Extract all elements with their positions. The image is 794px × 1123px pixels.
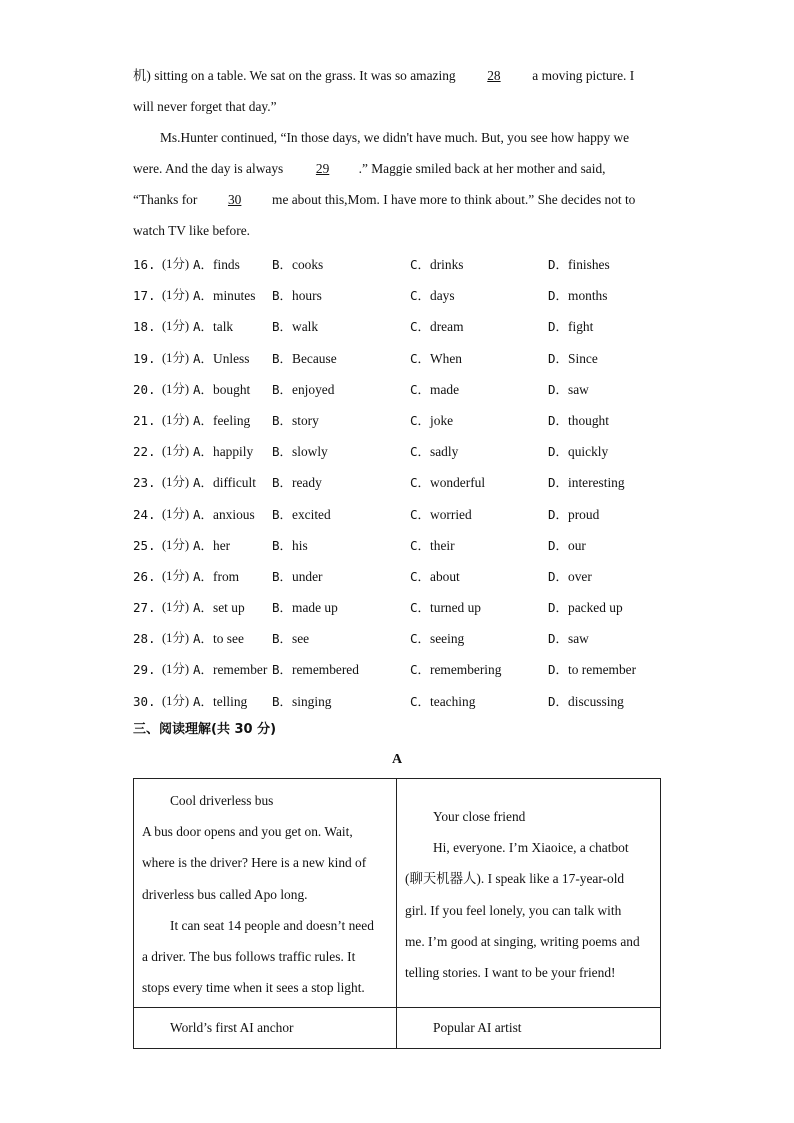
option-label: A． [193, 568, 214, 584]
option-b [272, 280, 322, 311]
option-text: days [430, 288, 455, 304]
box-ai-artist [397, 1008, 661, 1049]
option-text: proud [568, 506, 600, 522]
option-label: C． [410, 475, 431, 491]
option-label: A． [193, 288, 214, 304]
option-d [548, 623, 589, 654]
option-text: turned up [430, 600, 481, 616]
option-label: A． [193, 412, 214, 428]
option-text: worried [430, 506, 472, 522]
question-number: 28. [133, 631, 156, 647]
option-c [410, 561, 460, 592]
option-text: our [568, 537, 586, 553]
question-row [133, 592, 693, 623]
option-label: C． [410, 319, 431, 335]
option-text: his [292, 537, 308, 553]
question-score: (1分) [162, 568, 190, 583]
question-row [133, 311, 693, 342]
question-score: (1分) [162, 381, 190, 396]
question-number: 27. [133, 600, 156, 616]
question-row [133, 343, 693, 374]
option-text: wonderful [430, 475, 486, 491]
option-text: feeling [213, 412, 251, 428]
option-text: minutes [213, 288, 256, 304]
question-score: (1分) [162, 631, 190, 646]
option-label: D． [548, 631, 569, 647]
option-text: When [430, 350, 463, 366]
option-text: made [430, 381, 460, 397]
option-label: A． [193, 381, 214, 397]
option-text: Unless [213, 350, 250, 366]
option-b [272, 311, 318, 342]
option-label: C． [410, 693, 431, 709]
blank-29: 29 [315, 161, 330, 176]
option-text: months [568, 288, 608, 304]
blank-30: 30 [227, 192, 242, 207]
option-text: happily [213, 444, 254, 460]
question-number: 30. [133, 693, 156, 709]
question-row [133, 467, 693, 498]
box-title: Popular AI artist [433, 1020, 522, 1036]
section-title: 三、阅读理解(共 30 分) [133, 722, 277, 737]
option-label: C． [410, 412, 431, 428]
blank-28: 28 [487, 68, 501, 83]
option-c [410, 686, 475, 717]
option-label: B． [272, 506, 293, 522]
option-d [548, 499, 599, 530]
option-label: C． [410, 537, 431, 553]
option-d [548, 561, 592, 592]
option-label: B． [272, 444, 293, 460]
box-title: Your close friend [433, 809, 526, 824]
question-row [133, 530, 693, 561]
option-a [193, 343, 249, 374]
option-text: drinks [430, 257, 464, 272]
option-label: B． [272, 693, 293, 709]
option-text: packed up [568, 600, 623, 616]
question-row [133, 499, 693, 530]
option-label: B． [272, 662, 293, 678]
question-number: 16. [133, 257, 156, 272]
option-d [548, 343, 598, 374]
option-c [410, 405, 453, 436]
option-text: singing [292, 693, 332, 709]
option-b [272, 343, 337, 374]
option-label: D． [548, 381, 569, 397]
option-label: A． [193, 631, 214, 647]
option-label: D． [548, 350, 569, 366]
question-row [133, 623, 693, 654]
option-text: saw [568, 631, 589, 647]
option-label: B． [272, 631, 293, 647]
option-d [548, 374, 589, 405]
option-text: see [292, 631, 310, 647]
option-text: joke [430, 412, 454, 428]
option-c [410, 499, 472, 530]
option-b [272, 374, 334, 405]
option-text: finishes [568, 257, 610, 272]
option-label: B． [272, 350, 293, 366]
option-c [410, 343, 462, 374]
question-score: (1分) [162, 506, 190, 521]
option-label: A． [193, 257, 214, 272]
option-c [410, 623, 464, 654]
option-text: quickly [568, 444, 609, 460]
option-label: B． [272, 475, 293, 491]
question-number: 24. [133, 506, 156, 522]
story-line: “Thanks for 30 me about this,Mom. I have more to think about.” She decides not to [133, 184, 663, 215]
passage-table [133, 778, 661, 1049]
option-label: A． [193, 662, 214, 678]
question-number: 26. [133, 568, 156, 584]
option-label: A． [193, 444, 214, 460]
question-score: (1分) [162, 288, 190, 303]
option-text: over [568, 568, 592, 584]
option-c [410, 280, 455, 311]
option-c [410, 249, 464, 280]
option-label: D． [548, 662, 569, 678]
option-text: interesting [568, 475, 625, 491]
option-label: A． [193, 350, 214, 366]
option-a [193, 623, 244, 654]
option-text: made up [292, 600, 338, 616]
question-score: (1分) [162, 475, 190, 490]
option-label: B． [272, 600, 293, 616]
option-b [272, 561, 323, 592]
box-title: Cool driverless bus [170, 793, 274, 808]
option-a [193, 311, 233, 342]
option-label: A． [193, 319, 214, 335]
option-b [272, 623, 309, 654]
option-c [410, 374, 459, 405]
option-d [548, 686, 624, 717]
option-label: C． [410, 631, 431, 647]
option-c [410, 592, 481, 623]
option-text: from [213, 568, 240, 584]
option-a [193, 374, 250, 405]
option-label: B． [272, 381, 293, 397]
option-text: enjoyed [292, 381, 335, 397]
option-label: C． [410, 568, 431, 584]
option-b [272, 530, 308, 561]
option-label: D． [548, 444, 569, 460]
question-number: 23. [133, 475, 156, 491]
option-b [272, 405, 319, 436]
option-text: Because [292, 350, 337, 366]
option-a [193, 654, 267, 685]
question-row [133, 405, 693, 436]
option-d [548, 530, 586, 561]
box-line: where is the driver? Here is a new kind of [142, 855, 367, 871]
option-label: B． [272, 257, 293, 272]
option-label: A． [193, 475, 214, 491]
question-number: 25. [133, 537, 156, 553]
option-c [410, 467, 485, 498]
box-line: a driver. The bus follows traffic rules. It [142, 949, 356, 965]
option-b [272, 467, 322, 498]
question-row [133, 280, 693, 311]
box-title: World’s first AI anchor [170, 1020, 294, 1036]
option-text: telling [213, 693, 248, 709]
option-d [548, 311, 593, 342]
option-label: D． [548, 537, 569, 553]
option-text: difficult [213, 475, 256, 491]
story-line: 机) sitting on a table. We sat on the grass. It was so amazing 28 a moving picture. I [133, 60, 663, 91]
option-label: B． [272, 412, 293, 428]
question-number: 22. [133, 444, 156, 460]
option-text: excited [292, 506, 331, 522]
option-text: her [213, 537, 231, 553]
option-c [410, 530, 455, 561]
option-a [193, 405, 250, 436]
question-number: 21. [133, 412, 156, 428]
option-label: C． [410, 444, 431, 460]
option-a [193, 499, 255, 530]
option-text: remembering [430, 662, 502, 678]
option-label: D． [548, 506, 569, 522]
question-row [133, 374, 693, 405]
box-line: girl. If you feel lonely, you can talk with [405, 902, 622, 918]
option-b [272, 249, 323, 280]
option-b [272, 592, 338, 623]
option-a [193, 436, 253, 467]
option-label: C． [410, 600, 431, 616]
question-score: (1分) [162, 444, 190, 459]
option-text: talk [213, 319, 234, 335]
option-d [548, 467, 625, 498]
option-text: ready [292, 475, 322, 491]
question-score: (1分) [162, 600, 190, 615]
option-b [272, 436, 328, 467]
option-label: C． [410, 350, 431, 366]
question-score: (1分) [162, 662, 190, 677]
option-label: A． [193, 506, 214, 522]
question-number: 20. [133, 381, 156, 397]
option-text: saw [568, 381, 589, 397]
option-label: C． [410, 381, 431, 397]
question-number: 19. [133, 350, 156, 366]
option-label: D． [548, 568, 569, 584]
option-text: story [292, 412, 319, 428]
option-label: B． [272, 319, 293, 335]
option-label: A． [193, 600, 214, 616]
option-text: remembered [292, 662, 359, 678]
story-line: Ms.Hunter continued, “In those days, we didn't have much. But, you see how happy we [160, 130, 630, 145]
box-line: It can seat 14 people and doesn’t need [170, 917, 374, 933]
question-number: 29. [133, 662, 156, 678]
option-text: teaching [430, 693, 476, 709]
question-row [133, 249, 693, 280]
question-score: (1分) [162, 257, 190, 271]
box-ai-anchor [134, 1008, 397, 1049]
option-d [548, 405, 609, 436]
option-label: A． [193, 537, 214, 553]
option-text: dream [430, 319, 464, 335]
question-number: 18. [133, 319, 156, 335]
option-text: about [430, 568, 460, 584]
question-row [133, 686, 693, 717]
option-d [548, 280, 607, 311]
option-text: thought [568, 412, 609, 428]
option-c [410, 436, 458, 467]
option-text: sadly [430, 444, 459, 460]
box-close-friend [397, 779, 661, 1008]
option-text: discussing [568, 693, 624, 709]
story-text [133, 60, 663, 246]
question-row [133, 436, 693, 467]
option-a [193, 561, 239, 592]
option-label: C． [410, 288, 431, 304]
option-d [548, 436, 608, 467]
option-text: under [292, 568, 323, 584]
option-label: D． [548, 693, 569, 709]
option-text: their [430, 537, 455, 553]
box-driverless-bus [134, 779, 397, 1008]
option-text: anxious [213, 506, 255, 522]
option-text: fight [568, 319, 594, 335]
option-text: bought [213, 381, 251, 397]
box-line: driverless bus called Apo long. [142, 886, 308, 902]
question-score: (1分) [162, 350, 190, 365]
box-line: Hi, everyone. I’m Xiaoice, a chatbot [433, 840, 629, 856]
option-label: D． [548, 600, 569, 616]
question-score: (1分) [162, 537, 190, 552]
story-line: were. And the day is always 29 .” Maggie smiled back at her mother and said, [133, 153, 663, 184]
option-text: finds [213, 257, 240, 272]
option-d [548, 654, 636, 685]
option-text: hours [292, 288, 322, 304]
option-text: to remember [568, 662, 637, 678]
option-a [193, 467, 256, 498]
option-c [410, 654, 501, 685]
option-label: D． [548, 475, 569, 491]
question-score: (1分) [162, 412, 190, 427]
story-line: will never forget that day.” [133, 99, 277, 114]
question-number: 17. [133, 288, 156, 304]
option-text: walk [292, 319, 319, 335]
question-list [133, 249, 693, 717]
option-a [193, 249, 240, 280]
option-label: B． [272, 568, 293, 584]
option-label: C． [410, 506, 431, 522]
option-a [193, 280, 255, 311]
option-a [193, 686, 247, 717]
option-label: D． [548, 288, 569, 304]
option-text: cooks [292, 257, 324, 272]
option-label: C． [410, 662, 431, 678]
option-text: slowly [292, 444, 328, 460]
story-line: watch TV like before. [133, 223, 251, 238]
option-d [548, 249, 610, 280]
box-line: stops every time when it sees a stop light. [142, 980, 365, 996]
question-score: (1分) [162, 693, 190, 708]
option-label: D． [548, 257, 569, 272]
box-line: A bus door opens and you get on. Wait, [142, 824, 353, 840]
box-line: telling stories. I want to be your friend! [405, 965, 616, 981]
option-d [548, 592, 623, 623]
option-b [272, 499, 331, 530]
option-text: Since [568, 350, 598, 366]
option-label: D． [548, 319, 569, 335]
option-text: to see [213, 631, 244, 647]
option-text: seeing [430, 631, 465, 647]
box-line: me. I’m good at singing, writing poems and [405, 933, 640, 949]
option-b [272, 686, 331, 717]
option-a [193, 530, 230, 561]
option-label: C． [410, 257, 431, 272]
option-label: B． [272, 537, 293, 553]
option-label: D． [548, 412, 569, 428]
option-label: A． [193, 693, 214, 709]
box-line: (聊天机器人). I speak like a 17-year-old [405, 871, 625, 887]
question-row [133, 654, 693, 685]
passage-title: A [391, 752, 403, 767]
option-text: set up [213, 600, 245, 616]
option-label: B． [272, 288, 293, 304]
option-a [193, 592, 245, 623]
option-c [410, 311, 464, 342]
option-text: remember [213, 662, 268, 678]
option-b [272, 654, 359, 685]
question-row [133, 561, 693, 592]
question-score: (1分) [162, 319, 190, 334]
